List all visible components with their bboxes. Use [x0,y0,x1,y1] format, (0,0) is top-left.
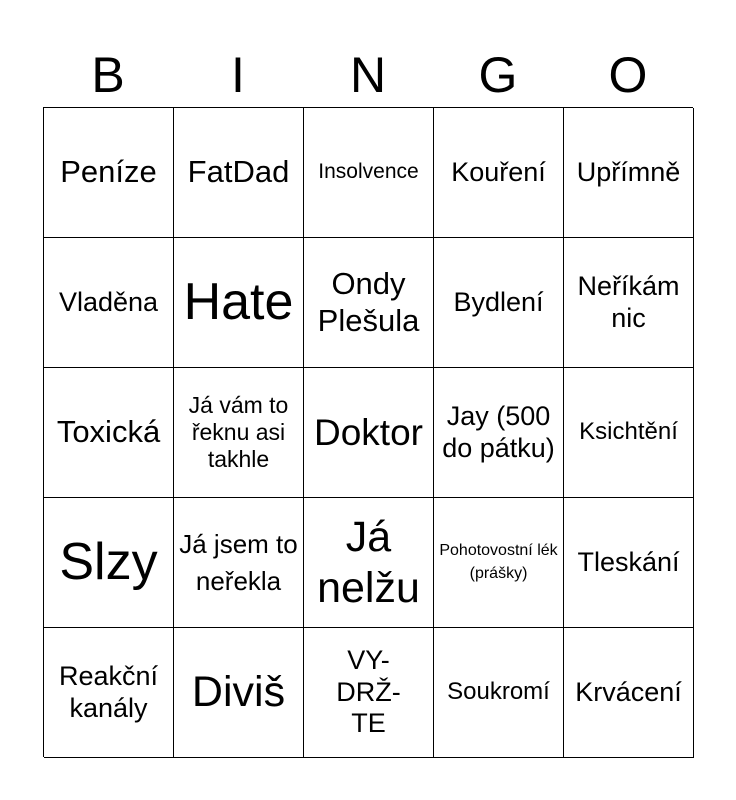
header-letter-n: N [349,47,387,103]
bingo-cell[interactable]: Krvácení [564,628,694,758]
bingo-cell[interactable]: Neříkám nic [564,238,694,368]
bingo-cell[interactable]: Tleskání [564,498,694,628]
bingo-cell[interactable]: Já jsem to neřekla [174,498,304,628]
header-letter-o: O [608,47,648,103]
bingo-cell[interactable]: Reakční kanály [44,628,174,758]
bingo-cell[interactable]: Doktor [304,368,434,498]
bingo-cell[interactable]: Já vám to řeknu asi takhle [174,368,304,498]
bingo-cell[interactable]: Kouření [434,108,564,238]
header-letter-g: G [478,47,518,103]
bingo-cell[interactable]: Upřímně [564,108,694,238]
bingo-cell[interactable]: Pohotovostní lék (prášky) [434,498,564,628]
bingo-cell[interactable]: Jay (500 do pátku) [434,368,564,498]
bingo-cell[interactable]: VY-DRŽ-TE [304,628,434,758]
bingo-cell[interactable]: Hate [174,238,304,368]
bingo-cell[interactable]: Slzy [44,498,174,628]
bingo-board [43,107,693,757]
bingo-header [43,44,693,106]
bingo-cell[interactable]: Já nelžu [304,498,434,628]
bingo-cell[interactable]: FatDad [174,108,304,238]
header-letter-i: I [231,47,245,103]
bingo-cell[interactable]: Vladěna [44,238,174,368]
bingo-cell[interactable]: Ondy Plešula [304,238,434,368]
bingo-cell[interactable]: Soukromí [434,628,564,758]
header-letter-b: B [91,47,125,103]
bingo-cell[interactable]: Insolvence [304,108,434,238]
bingo-cell[interactable]: Ksichtění [564,368,694,498]
bingo-cell[interactable]: Toxická [44,368,174,498]
bingo-cell[interactable]: Peníze [44,108,174,238]
bingo-cell[interactable]: Bydlení [434,238,564,368]
bingo-cell[interactable]: Diviš [174,628,304,758]
